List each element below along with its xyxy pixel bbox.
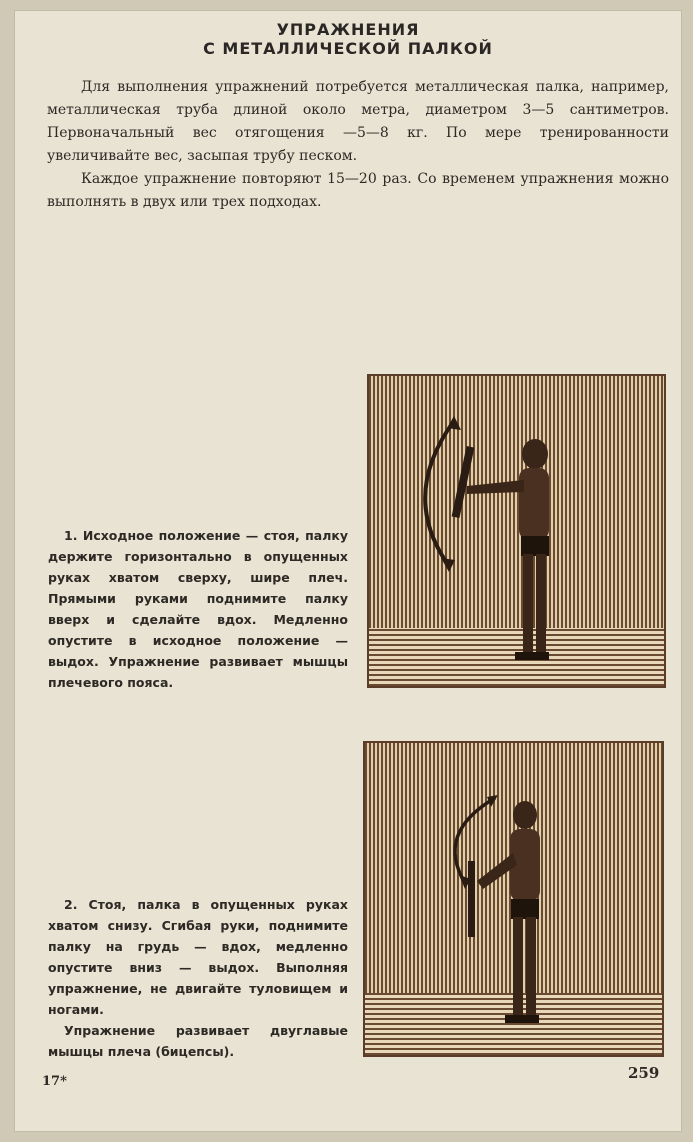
title-line-1: УПРАЖНЕНИЯ	[276, 20, 420, 39]
man-curling-bar-figure	[365, 743, 662, 1055]
arrow-up-icon	[487, 795, 498, 807]
metal-bar	[452, 446, 475, 518]
arrow-down-icon	[441, 558, 455, 572]
exercise-1-text	[48, 525, 348, 693]
figure-head	[513, 801, 537, 829]
figure-leg-right	[536, 554, 546, 654]
intro-text	[47, 76, 669, 214]
metal-bar	[468, 861, 475, 937]
page-title	[14, 20, 682, 58]
intro-paragraph-2: Каждое упражнение повторяют 15—20 раз. Со временем упражнения можно выполнять в двух или трех подходах.	[47, 171, 669, 210]
figure-feet	[505, 1015, 539, 1023]
arrow-up-icon	[447, 416, 461, 430]
figure-feet	[515, 652, 549, 660]
exercise-1-illustration	[367, 374, 666, 688]
exercise-2-text	[48, 894, 348, 1062]
figure-leg-right	[526, 917, 536, 1017]
man-raising-bar-figure	[369, 376, 664, 686]
figure-arms	[467, 480, 524, 494]
title-line-2: С МЕТАЛЛИЧЕСКОЙ ПАЛКОЙ	[203, 39, 493, 58]
figure-shorts	[511, 899, 539, 919]
motion-arc	[425, 421, 454, 566]
signature-mark: 17*	[42, 1074, 67, 1089]
page-number: 259	[628, 1064, 660, 1082]
figure-head	[522, 439, 548, 469]
exercise-2-note: Упражнение развивает двуглавые мышцы плеча (бицепсы).	[48, 1023, 348, 1059]
figure-leg-left	[513, 917, 523, 1017]
figure-torso	[519, 468, 549, 540]
figure-leg-left	[523, 554, 533, 654]
intro-paragraph-1: Для выполнения упражнений потребуется металлическая палка, например, металлическая труба длиной около метра, диаметром 3—5 сантиметров. Первоначальный вес отягощения —5—8 кг. По мере тренированности увеличивайте вес, засыпая трубу песком.	[47, 79, 669, 164]
exercise-2-paragraph: 2. Стоя, палка в опущенных руках хватом снизу. Сгибая руки, поднимите палку на грудь — вдох, медленно опустите вниз — выдох. Выполняя упражнение, не двигайте туловищем и ногами.	[48, 897, 348, 1017]
exercise-1-paragraph: 1. Исходное положение — стоя, палку держите горизонтально в опущенных руках хватом сверху, шире плеч. Прямыми руками поднимите палку вверх и сделайте вдох. Медленно опустите в исходное положение — выдох. Упражнение развивает мышцы плечевого пояса.	[48, 528, 348, 690]
figure-shorts	[521, 536, 549, 556]
book-page	[14, 10, 682, 1132]
exercise-2-illustration	[363, 741, 664, 1057]
